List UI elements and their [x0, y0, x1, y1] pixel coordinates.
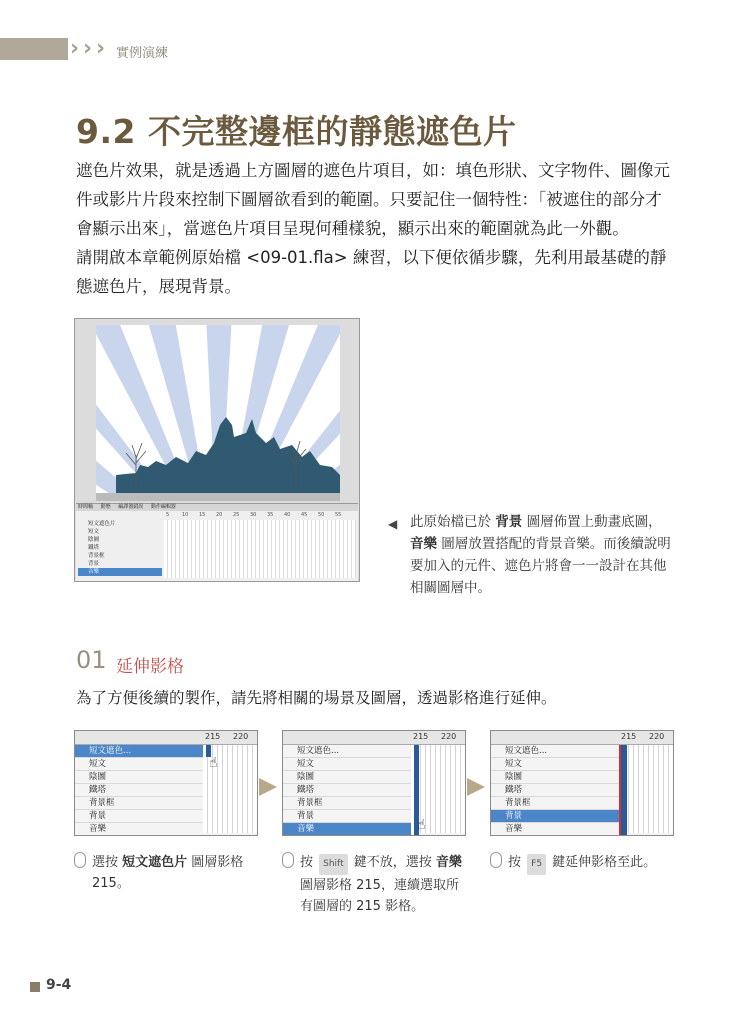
layer-row[interactable]	[283, 823, 411, 836]
layer-name: 短文	[89, 759, 107, 769]
layer-row[interactable]	[75, 771, 203, 784]
cursor-icon: ☝	[209, 755, 218, 771]
title-text: 不完整邊框的靜態遮色片	[147, 112, 517, 151]
next-arrow-icon	[259, 778, 277, 796]
layer-row[interactable]	[491, 823, 619, 836]
layer-name: 背景	[297, 811, 315, 821]
page-marker	[30, 982, 40, 992]
frame-tick: 35	[267, 512, 274, 518]
frame-label: 220	[649, 732, 665, 741]
step-number: 01	[76, 646, 107, 674]
frame-tick: 50	[318, 512, 325, 518]
frame-tick: 45	[301, 512, 308, 518]
layer-name: 音樂	[89, 824, 107, 834]
extended-frames[interactable]	[621, 745, 627, 835]
page-title	[76, 106, 516, 153]
layer-name: 背景	[505, 811, 523, 821]
frame-tick: 40	[284, 512, 291, 518]
frame-tick: 20	[216, 512, 223, 518]
layer-name: 短文	[297, 759, 315, 769]
tab-compiler[interactable]: 編譯器錯誤	[118, 504, 144, 510]
caption-text: 按	[508, 855, 526, 870]
next-arrow-icon	[467, 778, 485, 796]
layer-row[interactable]	[283, 771, 411, 784]
layer-name: 背景框	[89, 798, 115, 808]
panel-caption-1	[74, 852, 264, 894]
layer-name: 陰圖	[505, 772, 523, 782]
caption-bold: 背景	[495, 514, 523, 530]
caption-text: 圖層影格	[187, 855, 244, 870]
layer-name: 鐵塔	[89, 785, 107, 795]
mouse-icon	[74, 852, 86, 868]
timeline-tabs	[76, 504, 358, 511]
frame-label: 215	[621, 732, 637, 741]
layer-row[interactable]	[75, 810, 203, 823]
frame-grid[interactable]	[164, 520, 356, 578]
layer-row[interactable]	[491, 745, 619, 758]
header-band	[0, 38, 68, 60]
layer-name: 陰圖	[89, 772, 107, 782]
layer-name: 音樂	[505, 824, 523, 834]
layer-name: 背景框	[297, 798, 323, 808]
caption-text: 按	[300, 855, 318, 870]
layer-name: 短文遮色...	[297, 746, 340, 756]
caption-text: 有圖層的 215 影格。	[300, 899, 425, 914]
layer-name: 背景框	[505, 798, 531, 808]
caption-bold: 音樂	[410, 536, 437, 552]
layer-row[interactable]: 短文	[88, 529, 100, 535]
figure-caption	[388, 511, 672, 599]
frame-tick: 55	[335, 512, 342, 518]
pointer-triangle-icon: ◀	[388, 517, 398, 531]
layer-row[interactable]	[283, 810, 411, 823]
frame-label: 215	[205, 732, 221, 741]
chevron-icon: ›	[83, 36, 93, 61]
tab-timeline[interactable]: 時間軸	[78, 504, 94, 510]
panel-caption-3	[490, 852, 690, 875]
layer-row[interactable]	[75, 745, 203, 758]
timeline-panel-1	[74, 730, 258, 836]
panel-header	[491, 731, 673, 745]
panel-header	[283, 731, 465, 745]
layer-row[interactable]: 鐵塔	[88, 545, 100, 551]
section-label: 實例演練	[116, 46, 169, 61]
caption-bold: 短文遮色片	[122, 855, 188, 870]
panel-header	[75, 731, 257, 745]
frame-tick: 25	[233, 512, 240, 518]
layer-list	[78, 520, 162, 576]
frame-tick: 5	[166, 512, 170, 518]
tab-motion[interactable]: 動態	[100, 504, 111, 510]
caption-text: 此原始檔已於	[410, 514, 496, 530]
layer-row[interactable]	[491, 758, 619, 771]
mouse-icon	[490, 852, 502, 868]
caption-text: 選按	[92, 855, 123, 870]
layer-row[interactable]	[491, 784, 619, 797]
timeline-panel	[76, 503, 358, 581]
layer-row[interactable]	[491, 810, 619, 823]
layer-row[interactable]: 短文遮色片	[88, 521, 116, 527]
layer-row[interactable]: 背景框	[88, 553, 105, 559]
caption-text: 215。	[92, 876, 130, 891]
layer-row[interactable]: 背景	[88, 561, 100, 567]
frame-tick: 15	[199, 512, 206, 518]
frame-tick: 30	[250, 512, 257, 518]
frame-tick: 10	[182, 512, 189, 518]
frame-grid[interactable]	[619, 745, 673, 833]
paragraph-intro: 遮色片效果，就是透過上方圖層的遮色片項目，如：填色形狀、文字物件、圖像元件或影片片段來控制下圖層欲看到的範圍。只要記住一個特性：「被遮住的部分才會顯示出來」，當遮色片項目呈現何種樣貌，顯示出來的範圍就為此一外觀。	[76, 161, 670, 238]
layer-name: 鐵塔	[297, 785, 315, 795]
tab-actions[interactable]: 動作編輯器	[150, 504, 176, 510]
chevron-icon: ›	[96, 36, 106, 61]
layer-row[interactable]	[491, 771, 619, 784]
layer-name: 鐵塔	[505, 785, 523, 795]
layer-name: 短文	[505, 759, 523, 769]
page-number: 9-4	[46, 977, 72, 993]
layer-name: 音樂	[297, 824, 315, 834]
title-number: 9.2	[76, 112, 136, 151]
flash-screenshot	[74, 318, 360, 582]
frame-label: 220	[441, 732, 457, 741]
cursor-icon: ☝	[417, 817, 426, 833]
caption-text: 鍵不放，選按	[349, 855, 436, 870]
layer-row[interactable]: 陰圖	[88, 537, 100, 543]
layer-row[interactable]	[75, 758, 203, 771]
shift-key-icon: Shift	[319, 854, 347, 875]
panel-caption-2	[282, 852, 482, 917]
layer-row[interactable]	[283, 797, 411, 810]
paragraph-instruction: 請開啟本章範例原始檔 <09-01.fla> 練習，以下便依循步驟，先利用最基礎的靜態遮色片，展現背景。	[76, 248, 667, 296]
step-description: 為了方便後續的製作，請先將相關的場景及圖層，透過影格進行延伸。	[76, 689, 557, 707]
frame-label: 215	[413, 732, 429, 741]
layer-name: 短文遮色...	[89, 746, 132, 756]
layer-row[interactable]	[75, 784, 203, 797]
frame-label: 220	[233, 732, 249, 741]
frame-ruler	[164, 512, 354, 519]
layer-name: 陰圖	[297, 772, 315, 782]
layer-row[interactable]	[491, 797, 619, 810]
chevron-icon: ›	[70, 36, 80, 61]
step-title: 延伸影格	[116, 657, 184, 677]
caption-text: 圖層影格 215，連續選取所	[300, 878, 459, 893]
layer-row[interactable]	[75, 823, 203, 836]
mouse-icon	[282, 852, 294, 868]
stage	[96, 325, 340, 501]
layer-name: 背景	[89, 811, 107, 821]
layer-row[interactable]	[283, 758, 411, 771]
caption-text: 鍵延伸影格至此。	[548, 855, 657, 870]
timeline-panel-3	[490, 730, 674, 836]
timeline-panel-2	[282, 730, 466, 836]
layer-row[interactable]: 音樂	[78, 568, 162, 576]
layer-row[interactable]	[283, 784, 411, 797]
caption-text: 圖層放置搭配的背景音樂。而後續說明要加入的元件、遮色片將會一一設計在其他相關圖層中。	[410, 536, 671, 596]
caption-text: 圖層佈置上動畫底圖，	[522, 514, 662, 530]
caption-bold: 音樂	[435, 855, 462, 870]
stage-artwork	[96, 325, 340, 501]
layer-row[interactable]	[283, 745, 411, 758]
f5-key-icon: F5	[527, 854, 546, 875]
layer-name: 短文遮色...	[505, 746, 548, 756]
layer-row[interactable]	[75, 797, 203, 810]
